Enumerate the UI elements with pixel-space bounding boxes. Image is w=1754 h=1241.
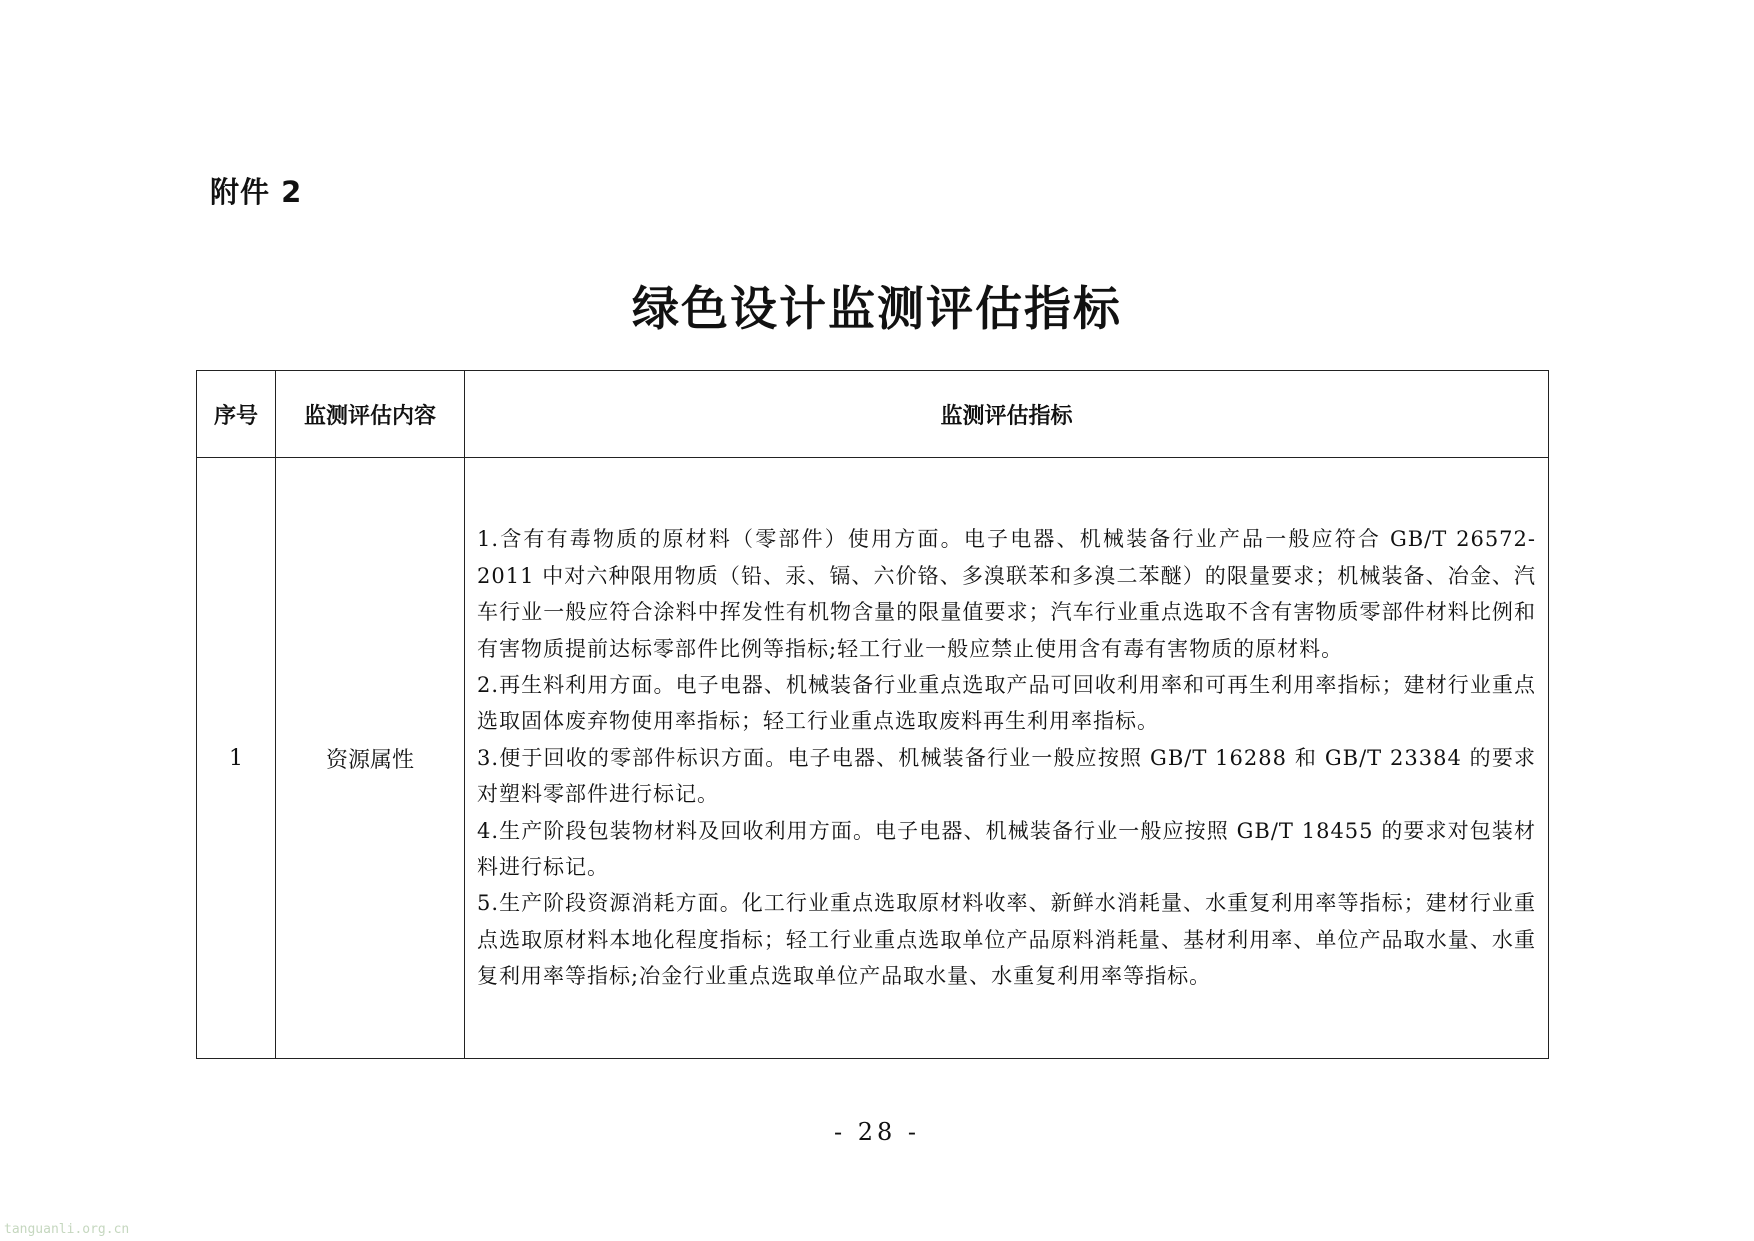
metric-item-4: 4.生产阶段包装物材料及回收利用方面。电子电器、机械装备行业一般应按照 GB/T 18455 的要求对包装材料进行标记。: [477, 818, 1536, 880]
column-header-content: 监测评估内容: [276, 371, 465, 458]
metric-item-3: 3.便于回收的零部件标识方面。电子电器、机械装备行业一般应按照 GB/T 16288 和 GB/T 23384 的要求对塑料零部件进行标记。: [477, 745, 1536, 807]
column-header-index: 序号: [197, 371, 276, 458]
row-index-cell: 1: [197, 458, 276, 1059]
watermark: tanguanli.org.cn: [4, 1222, 130, 1237]
row-content-cell: 资源属性: [276, 458, 465, 1059]
row-metrics-cell: [465, 458, 1549, 1059]
table-row: [197, 458, 1549, 1059]
metric-item-2: 2.再生料利用方面。电子电器、机械装备行业重点选取产品可回收利用率和可再生利用率指标；建材行业重点选取固体废弃物使用率指标；轻工行业重点选取废料再生利用率指标。: [477, 672, 1536, 734]
metrics-table: [196, 370, 1549, 1059]
table-header-row: [197, 371, 1549, 458]
attachment-label: 附件 2: [210, 175, 303, 209]
metric-item-1: 1.含有有毒物质的原材料（零部件）使用方面。电子电器、机械装备行业产品一般应符合 GB/T 26572-2011 中对六种限用物质（铅、汞、镉、六价铬、多溴联苯和多溴二苯醚）的限量要求；机械装备、冶金、汽车行业一般应符合涂料中挥发性有机物含量的限量值要求；汽车行业重点选取不含有害物质零部件材料比例和有害物质提前达标零部件比例等指标;轻工行业一般应禁止使用含有毒有害物质的原材料。: [477, 527, 1536, 661]
metric-item-5: 5.生产阶段资源消耗方面。化工行业重点选取原材料收率、新鲜水消耗量、水重复利用率等指标；建材行业重点选取原材料本地化程度指标；轻工行业重点选取单位产品原料消耗量、基材利用率、单位产品取水量、水重复利用率等指标;冶金行业重点选取单位产品取水量、水重复利用率等指标。: [477, 891, 1536, 989]
column-header-metrics: 监测评估指标: [465, 371, 1549, 458]
document-title: 绿色设计监测评估指标: [632, 282, 1122, 337]
page-number: - 28 -: [833, 1118, 920, 1146]
